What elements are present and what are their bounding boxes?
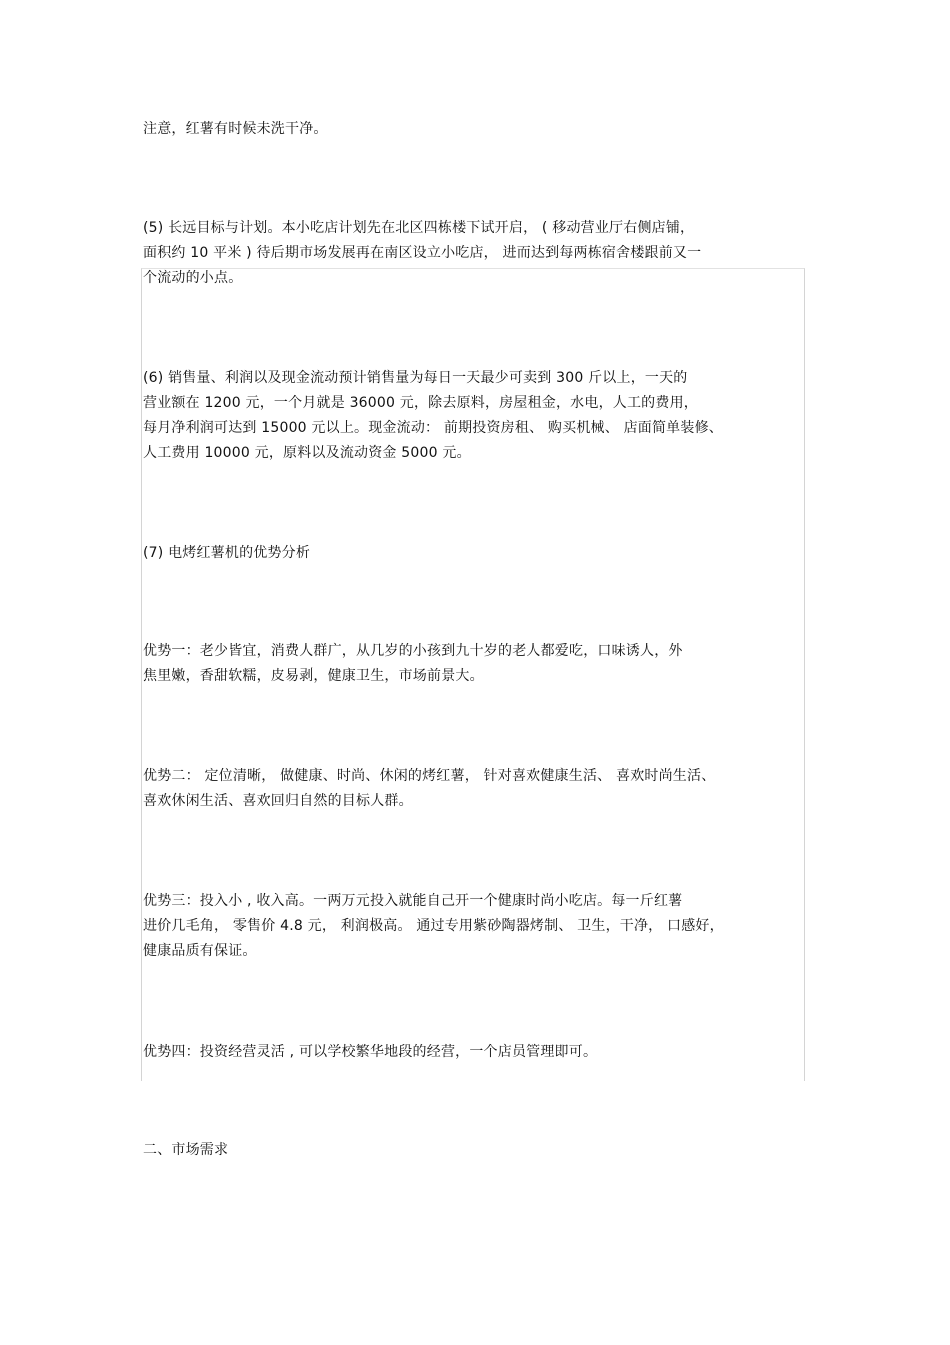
paragraph-advantage-four — [143, 1040, 597, 1065]
paragraph-advantage-two — [143, 764, 715, 814]
paragraph-washing-note — [143, 117, 328, 142]
text-line: 焦里嫩，香甜软糯，皮易剥，健康卫生，市场前景大。 — [143, 668, 484, 684]
text-line: 健康品质有保证。 — [143, 943, 257, 959]
paragraph-advantage-heading — [143, 541, 310, 566]
text-line: 个流动的小点。 — [143, 270, 243, 286]
section-heading-market-demand — [143, 1138, 228, 1163]
text-line: 人工费用 10000 元，原料以及流动资金 5000 元。 — [143, 445, 471, 461]
text-line: 面积约 10 平米 ) 待后期市场发展再在南区设立小吃店， 进而达到每两栋宿舍楼跟前又一 — [143, 245, 702, 261]
text-line: 营业额在 1200 元，一个月就是 36000 元，除去原料，房屋租金，水电，人工的费用， — [143, 395, 698, 411]
text-line: 优势四：投资经营灵活 , 可以学校繁华地段的经营，一个店员管理即可。 — [143, 1044, 598, 1060]
paragraph-advantage-three — [143, 889, 724, 964]
text-line: (7) 电烤红薯机的优势分析 — [143, 545, 311, 561]
text-line: 喜欢休闲生活、喜欢回归自然的目标人群。 — [143, 793, 413, 809]
text-line: 优势二： 定位清晰， 做健康、时尚、休闲的烤红薯， 针对喜欢健康生活、 喜欢时尚生活、 — [143, 768, 716, 784]
text-line: 注意，红薯有时候未洗干净。 — [143, 121, 328, 137]
text-line: (5) 长远目标与计划。本小吃店计划先在北区四栋楼下试开启， ( 移动营业厅右侧店铺， — [143, 220, 695, 236]
paragraph-long-term-goals — [143, 216, 701, 291]
text-line: (6) 销售量、利润以及现金流动预计销售量为每日一天最少可卖到 300 斤以上，一天的 — [143, 370, 688, 386]
text-line: 进价几毛角， 零售价 4.8 元， 利润极高。 通过专用紫砂陶器烤制、 卫生，干净， 口感好， — [143, 918, 724, 934]
text-line: 二、市场需求 — [143, 1142, 229, 1158]
paragraph-advantage-one — [143, 639, 683, 689]
text-line: 每月净利润可达到 15000 元以上。现金流动： 前期投资房租、 购买机械、 店面简单装修、 — [143, 420, 723, 436]
text-line: 优势一：老少皆宜，消费人群广，从几岁的小孩到九十岁的老人都爱吃，口味诱人，外 — [143, 643, 683, 659]
paragraph-sales-profit — [143, 366, 723, 466]
text-line: 优势三：投入小 , 收入高。一两万元投入就能自己开一个健康时尚小吃店。每一斤红薯 — [143, 893, 683, 909]
